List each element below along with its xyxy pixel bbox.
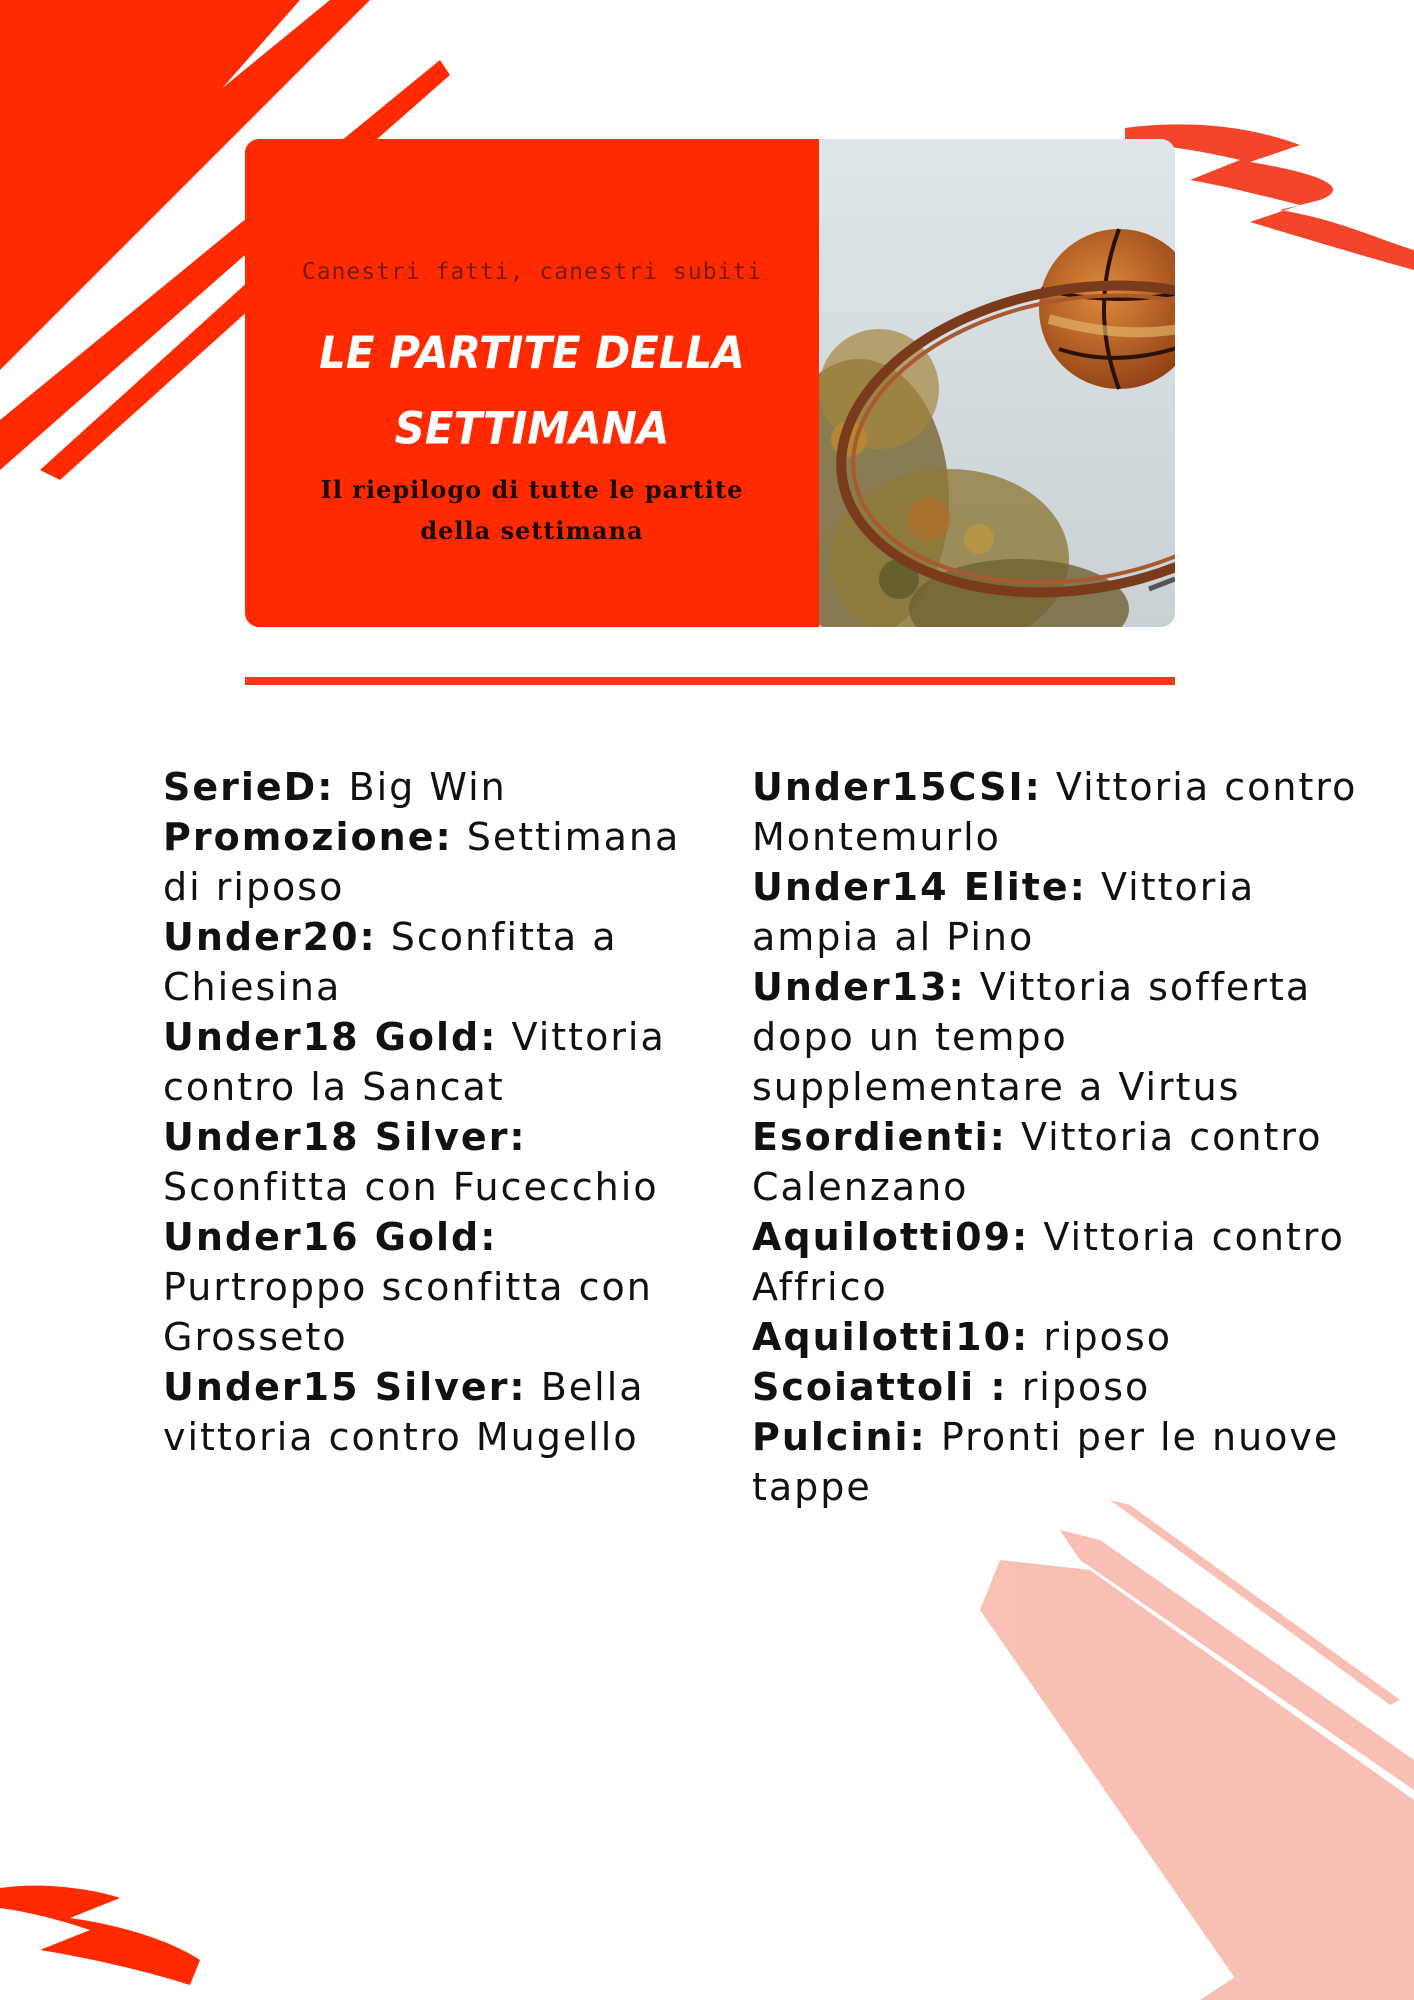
team-name: Aquilotti09: [752,1215,1030,1259]
result-text: Sconfitta con Fucecchio [163,1165,659,1209]
results-left-column [163,762,703,1462]
result-entry [752,962,1372,1112]
result-entry [752,1362,1372,1412]
divider-rule [245,677,1175,685]
team-name: Under15 Silver: [163,1365,527,1409]
result-entry [163,1112,703,1212]
result-text: Vittoria contro Affrico [752,1215,1345,1309]
team-name: Under18 Silver: [163,1115,527,1159]
result-text: Vittoria ampia al Pino [752,865,1256,959]
team-name: Pulcini: [752,1415,927,1459]
basketball-hoop-photo [819,139,1175,627]
banner-title-line2: SETTIMANA [394,402,670,454]
result-entry [752,1212,1372,1312]
result-entry [752,1412,1372,1512]
result-entry [163,912,703,1012]
team-name: Under18 Gold: [163,1015,498,1059]
results-right-column [752,762,1372,1512]
brush-stroke-bottom-left [0,1886,200,1985]
team-name: Under20: [163,915,377,959]
team-name: Scoiattoli : [752,1365,1008,1409]
team-name: Under16 Gold: [163,1215,498,1259]
basketball-hoop-image [819,139,1175,627]
result-entry [163,762,703,812]
result-text: Pronti per le nuove tappe [752,1415,1340,1509]
banner-desc-line2: della settimana [420,516,644,545]
result-text: riposo [1021,1365,1151,1409]
result-entry [752,1312,1372,1362]
team-name: Esordienti: [752,1115,1007,1159]
result-text: Purtroppo sconfitta con Grosseto [163,1265,653,1359]
result-entry [163,812,703,912]
banner-description [321,469,744,551]
team-name: Under14 Elite: [752,865,1087,909]
banner-text-panel [245,139,819,627]
banner-desc-line1: Il riepilogo di tutte le partite [320,475,744,504]
result-text: Sconfitta a Chiesina [163,915,618,1009]
result-entry [752,1112,1372,1212]
banner-title [319,315,745,466]
header-banner [245,139,1175,627]
team-name: SerieD: [163,765,335,809]
result-text: Vittoria contro Calenzano [752,1115,1323,1209]
result-entry [752,862,1372,962]
result-text: Vittoria contro Montemurlo [752,765,1358,859]
team-name: Under13: [752,965,966,1009]
result-text: riposo [1043,1315,1172,1359]
banner-subtitle: Canestri fatti, canestri subiti [301,259,763,285]
result-entry [163,1212,703,1362]
team-name: Promozione: [163,815,453,859]
result-text: Bella vittoria contro Mugello [163,1365,645,1459]
team-name: Aquilotti10: [752,1315,1030,1359]
team-name: Under15CSI: [752,765,1042,809]
result-text: Settimana di riposo [163,815,681,909]
banner-title-line1: LE PARTITE DELLA [319,326,745,379]
result-text: Vittoria sofferta dopo un tempo supplementare a Virtus [752,965,1312,1109]
result-text: Vittoria contro la Sancat [163,1015,666,1109]
result-entry [163,1012,703,1112]
result-entry [752,762,1372,862]
result-text: Big Win [348,765,507,809]
brush-stroke-bottom-right [980,1500,1414,2000]
result-entry [163,1362,703,1462]
